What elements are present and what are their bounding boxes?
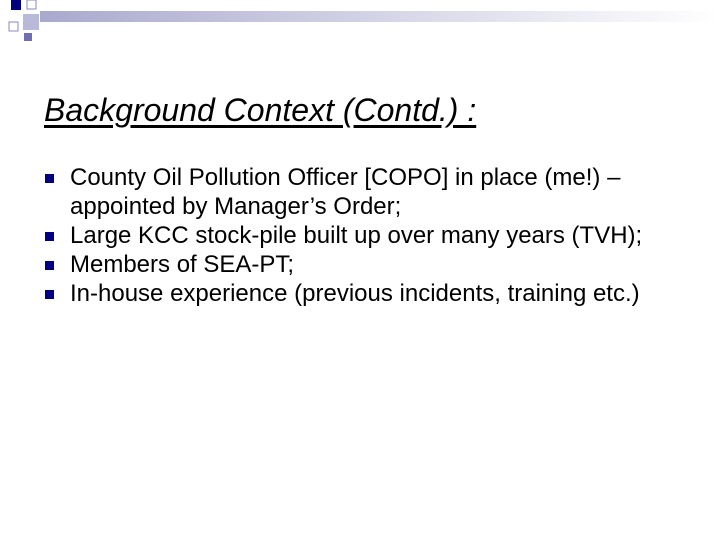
square-bullet-icon — [45, 290, 54, 299]
bullet-text: Large KCC stock-pile built up over many years (TVH); — [70, 222, 643, 249]
gradient-band — [40, 11, 720, 22]
decor-square-outline-top — [27, 0, 36, 9]
bullet-item — [70, 163, 710, 221]
slide-title: Background Context (Contd.) : — [44, 92, 477, 128]
square-bullet-icon — [45, 174, 54, 183]
square-bullet-icon — [45, 232, 54, 241]
decor-square-small-blue — [24, 33, 32, 41]
bullet-item — [70, 221, 710, 250]
bullet-list — [70, 163, 710, 308]
bullet-item — [70, 250, 710, 279]
decor-square-light — [23, 14, 39, 30]
square-bullet-icon — [45, 261, 54, 270]
bullet-item — [70, 279, 710, 308]
decor-square-dark — [11, 0, 21, 10]
bullet-text: In-house experience (previous incidents, training etc.) — [70, 280, 640, 307]
title-decoration-bar — [0, 0, 720, 50]
decor-square-outline-left — [9, 22, 18, 31]
bullet-text: County Oil Pollution Officer [COPO] in place (me!) – appointed by Manager’s Order; — [70, 164, 621, 220]
bullet-text: Members of SEA-PT; — [70, 251, 295, 278]
